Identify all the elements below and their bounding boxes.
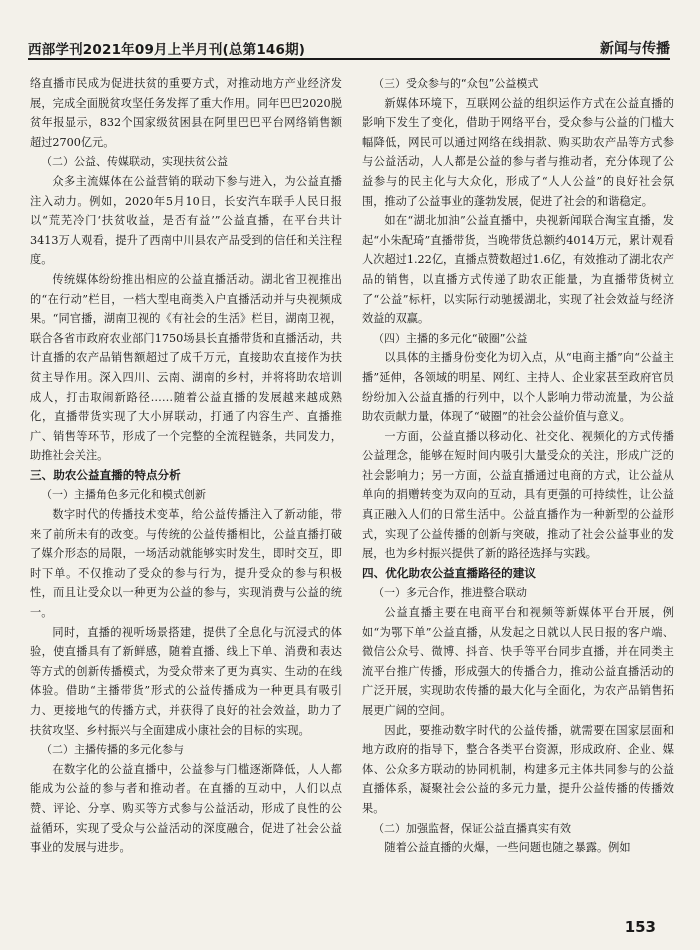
paragraph-continued: 络直播市民成为促进扶贫的重要方式，对推动地方产业经济发展，完成全面脱贫攻坚任务发挥了重大作用。同年巴巴2020脱贫年报显示，832个国家级贫困县在阿里巴巴平台网络销售额超过2700亿元。 <box>30 77 342 149</box>
paragraph: 新媒体环境下，互联网公益的组织运作方式在公益直播的影响下发生了变化，借助于网络平台，受众参与公益的门槛大幅降低，网民可以通过网络在线捐款、购买助农产品等方式参与公益活动，人人都是公益的参与者与推动者，充分体现了公益参与的民主化与大众化，形成了“人人公益”的良好社会氛围，推动了公益事业的蓬勃发展，促进了社会的和谐稳定。 <box>362 96 674 208</box>
paragraph: 随着公益直播的火爆，一些问题也随之暴露。例如 <box>384 841 631 855</box>
paragraph: 在数字化的公益直播中，公益参与门槛逐渐降低，人人都能成为公益的参与者和推动者。在直播的互动中，人们以点赞、评论、分享、购买等方式参与公益活动，形成了良性的公益循环，实现了受众与公益活动的深度融合，促进了社会公益事业的发展与进步。 <box>30 762 342 855</box>
header-rule <box>28 58 670 60</box>
paragraph: 众多主流媒体在公益营销的联动下参与进入，为公益直播注入动力。例如，2020年5月10日，长安汽车联手人民日报以“荒芜冷门‘扶贫收益，是否有益’”公益直播，在平台共计3413万人观看，提升了西南中川县农产品受到的信任和关注程度。 <box>30 174 342 267</box>
subsection-heading: （三）受众参与的“众包”公益模式 <box>373 77 539 90</box>
paragraph: 一方面，公益直播以移动化、社交化、视频化的方式传播公益理念，能够在短时间内吸引大量受众的关注，形成广泛的社会影响力；另一方面，公益直播通过电商的方式，让公益从单向的捐赠转变为双向的互动，具有更强的可持续性，让公益真正融入人们的日常生活中。公益直播作为一种新型的公益形式，实现了公益传播的创新与突破，推动了社会公益事业的发展，也为乡村振兴提供了新的路径选择与实践。 <box>362 429 674 561</box>
paragraph: 同时，直播的视听场景搭建，提供了全息化与沉浸式的体验，使直播具有了新鲜感，随着直播、线上下单、消费和表达等方式的创新传播模式，为受众带来了更为真实、生动的在线体验。借助“主播带货”形式的公益传播成为一种更具有吸引力、更接地气的传播方式，并获得了良好的社会效益，助力了扶贫攻坚、乡村振兴与全面建成小康社会的目标的实现。 <box>30 625 342 737</box>
paragraph: 因此，要推动数字时代的公益传播，就需要在国家层面和地方政府的指导下，整合各类平台资源，形成政府、企业、媒体、公众多方联动的协同机制，构建多元主体共同参与的公益直播体系，凝聚社会公益的多元力量，提升公益传播的传播效果。 <box>362 723 674 815</box>
subsection-heading: （四）主播的多元化“破圈”公益 <box>373 331 528 345</box>
subsection-heading: （二）公益、传媒联动，实现扶贫公益 <box>41 155 228 169</box>
left-column <box>30 74 342 858</box>
page-header <box>0 0 700 60</box>
paragraph: 如在“湖北加油”公益直播中，央视新闻联合淘宝直播，发起“小朱配琦”直播带货，当晚带货总额约4014万元，累计观看人次超过1.22亿，直播点赞数超过1.6亿，有效推动了湖北农产品的销售，以直播方式传递了助农正能量，为直播带货树立了“公益”标杆，以实际行动驰援湖北，实现了社会效益与经济效益的双赢。 <box>362 214 674 326</box>
section-title: 新闻与传播 <box>600 41 670 57</box>
journal-title: 西部学刊2021年09月上半月刊(总第146期) <box>28 42 306 58</box>
section-heading: 三、助农公益直播的特点分析 <box>30 467 181 482</box>
paragraph: 数字时代的传播技术变革，给公益传播注入了新动能，带来了前所未有的改变。与传统的公益传播相比，公益直播打破了媒介形态的局限，一场活动就能够实时发生，即时交互，即时下单。不仅推动了受众的参与行为，提升受众的参与积极性，而且让受众以一种更为公益的参与，实现消费与公益的统一。 <box>30 508 342 620</box>
subsection-heading: （一）主播角色多元化和模式创新 <box>41 488 206 502</box>
paragraph: 以具体的主播身份变化为切入点，从“电商主播”向“公益主播”延伸，各领域的明星、网红、主持人、企业家甚至政府官员纷纷加入公益直播的行列中，以个人影响力带动流量，为公益助农贡献力量，体现了“破圈”的社会公益价值与意义。 <box>362 351 674 424</box>
right-column <box>362 74 674 858</box>
section-heading: 四、优化助农公益直播路径的建议 <box>362 565 536 580</box>
subsection-heading: （二）主播传播的多元化参与 <box>41 743 184 757</box>
subsection-heading: （二）加强监督，保证公益直播真实有效 <box>373 821 571 835</box>
subsection-heading: （一）多元合作，推进整合联动 <box>373 586 527 600</box>
page-number: 153 <box>624 918 656 936</box>
paragraph: 传统媒体纷纷推出相应的公益直播活动。湖北省卫视推出的“在行动”栏目，一档大型电商类入户直播活动并与央视频成果。“同官播，湖南卫视的《有社会的生活》栏目，湖南卫视，联合各省市政府农业部门1750场县长直播带货和直播活动，共计直播的农产品销售额超过了成千万元，直接助农直接作为扶贫主导作用。深入四川、云南、湖南的乡村，并将将助农培训成人，打击取闹新路径……随着公益直播的发展越来越成熟化，直播带货实现了大小屏联动，打通了内容生产、直播推广、销售等环节，形成了一个完整的全流程链条，共同发力，助推社会关注。 <box>30 272 342 463</box>
paragraph: 公益直播主要在电商平台和视频等新媒体平台开展，例如“为鄂下单”公益直播，从发起之日就以人民日报的客户端、微信公众号、微博、抖音、快手等平台同步直播，并在同类主流平台推广传播，形成强大的传播合力，推动公益直播活动的广泛开展，实现助农传播的最大化与全面化，为农产品销售拓展更广阔的空间。 <box>362 606 674 717</box>
